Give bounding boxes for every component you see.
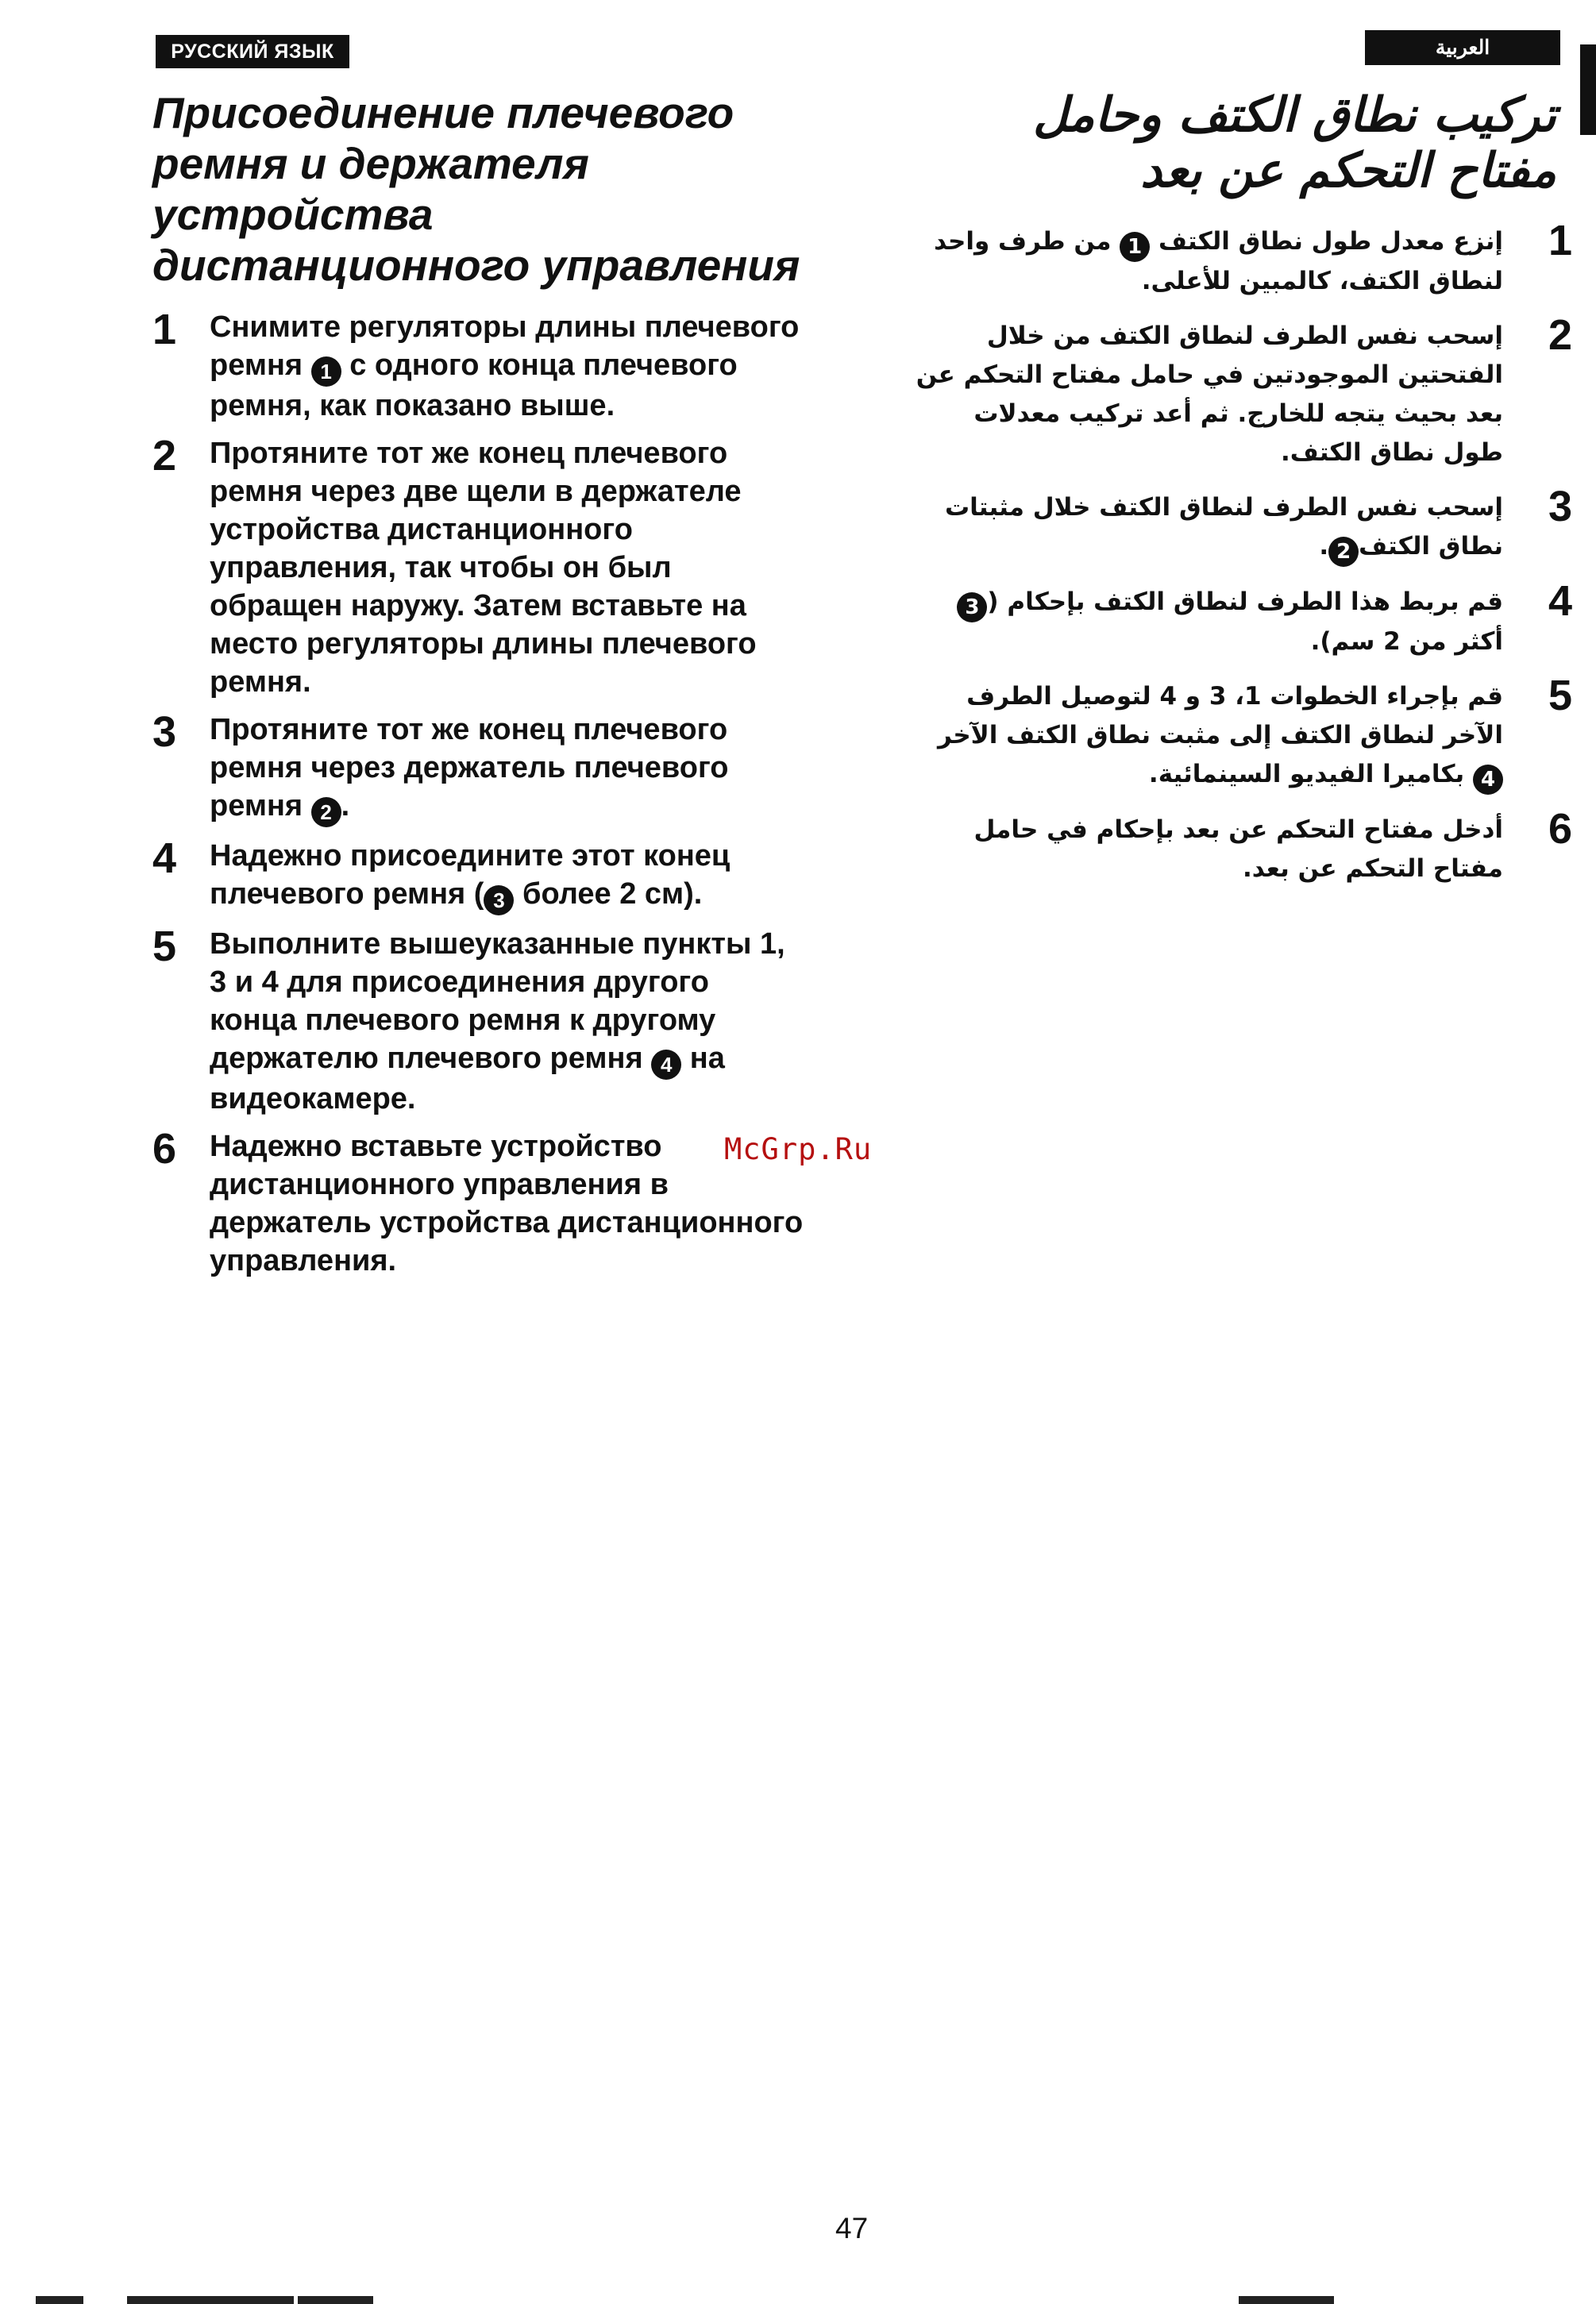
ar-step-4 [913,577,1596,661]
arabic-title: تركيب نطاق الكتف وحامل مفتاح التحكم عن بعد [1032,87,1556,198]
circled-number-icon: 4 [1473,765,1503,795]
step-text-after: на видеокамере. [210,1042,725,1115]
circled-number-icon: 2 [1328,537,1359,567]
circled-number-icon: 1 [311,356,341,387]
language-tab-russian: РУССКИЙ ЯЗЫК [156,35,349,68]
step-number: 6 [152,1125,177,1173]
step-text-before: قم بربط هذا الطرف لنطاق الكتف بإحكام ( [987,588,1503,616]
step-text [913,488,1503,567]
bottom-edge-mark [127,2296,294,2304]
step-text-after: من طرف واحد لنطاق الكتف، كالمبين للأعلى. [934,227,1503,295]
page-number: 47 [835,2212,869,2244]
bottom-edge-mark [298,2296,373,2304]
arabic-column [913,87,1596,904]
step-text [210,1127,804,1280]
circled-number-icon: 1 [1120,232,1150,262]
step-number: 6 [1548,805,1572,853]
step-text-after: . [341,789,350,823]
circled-number-icon: 2 [311,797,341,827]
step-text-after: أكثر من 2 سم). [1310,627,1503,656]
circled-number-icon: 4 [651,1050,681,1080]
russian-title: Присоединение плечевого ремня и держателя устройства дистанционного управления [152,88,800,290]
step-text-before: قم بإجراء الخطوات 1، 3 و 4 لتوصيل الطرف الآخر لنطاق الكتف إلى مثبت نطاق الكتف الآخر [938,682,1503,749]
step-text-before: إسحب نفس الطرف لنطاق الكتف خلال مثبتات نطاق الكتف [945,493,1503,561]
step-text [913,583,1503,661]
step-text-before: Протяните тот же конец плечевого ремня через две щели в держателе устройства дистанционного управления, так чтобы он был обращен наружу. Затем вставьте на место регуляторы длины плечевого ремня. [210,437,757,699]
step-number: 4 [152,834,177,882]
russian-steps-list [152,308,804,1280]
bottom-edge-mark [36,2296,83,2304]
ru-step-6 [152,1127,804,1280]
step-text [210,837,804,915]
step-text [913,222,1503,301]
ru-step-5 [152,925,804,1118]
step-text [913,677,1503,795]
circled-number-icon: 3 [484,885,514,915]
step-text-after: более 2 см). [514,877,703,911]
step-number: 5 [152,923,177,970]
arabic-steps-list [913,217,1596,888]
step-text [210,434,804,701]
step-number: 3 [152,708,177,756]
step-text-after: с одного конца плечевого ремня, как показано выше. [210,349,738,422]
step-number: 5 [1548,672,1572,719]
step-text-before: إسحب نفس الطرف لنطاق الكتف من خلال الفتحتين الموجودتين في حامل مفتاح التحكم عن بعد بحيث يتجه للخارج. ثم أعد تركيب معدلات طول نطاق الكتف. [916,322,1503,467]
step-number: 1 [152,306,177,353]
ar-step-3 [913,483,1596,567]
step-text-after: بكاميرا الفيديو السينمائية. [1148,760,1473,788]
step-number: 2 [152,432,177,480]
step-text-before: أدخل مفتاح التحكم عن بعد بإحكام في حامل مفتاح التحكم عن بعد. [973,815,1503,883]
step-number: 2 [1548,311,1572,359]
step-text-before: Выполните вышеуказанные пункты 1, 3 и 4 для присоединения другого конца плечевого ремня к другому держателю плечевого ремня [210,927,785,1075]
bottom-edge-mark [1239,2296,1334,2304]
step-text-before: Снимите регуляторы длины плечевого ремня [210,310,800,382]
step-number: 1 [1548,217,1572,264]
ru-step-4 [152,834,804,915]
step-number: 4 [1548,577,1572,625]
step-text [210,308,804,425]
ru-step-2 [152,434,804,701]
step-text [210,711,804,827]
step-text-before: Надежно присоедините этот конец плечевого ремня ( [210,839,731,911]
ar-step-1 [913,217,1596,301]
step-text [913,317,1503,472]
step-text-after: . [1319,532,1329,561]
ar-step-6 [913,805,1596,888]
step-text-before: Протяните тот же конец плечевого ремня через держатель плечевого ремня [210,713,729,823]
step-text [210,925,804,1118]
circled-number-icon: 3 [957,592,987,622]
russian-column [152,87,804,1289]
ar-step-2 [913,311,1596,472]
ru-step-3 [152,708,804,827]
watermark: McGrp.Ru [724,1132,873,1166]
ru-step-1 [152,308,804,425]
step-text [913,811,1503,888]
step-number: 3 [1548,483,1572,530]
step-text-before: Надежно вставьте устройство дистанционного управления в держатель устройства дистанционного управления. [210,1130,804,1277]
language-tab-arabic: العربية [1365,30,1560,65]
ar-step-5 [913,672,1596,795]
step-text-before: إنزع معدل طول نطاق الكتف [1150,227,1503,256]
